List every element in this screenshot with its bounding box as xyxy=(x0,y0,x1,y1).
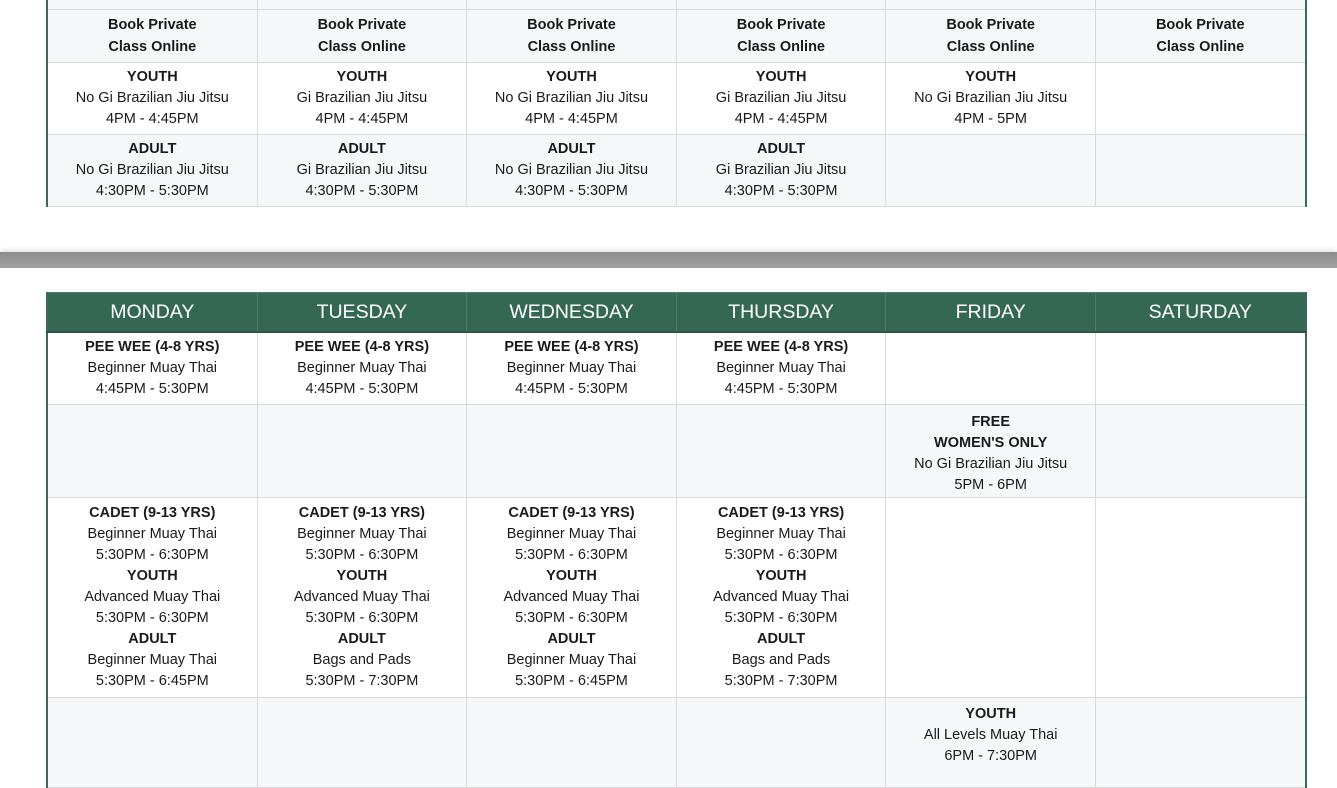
class-cell: CADET (9-13 YRS) Beginner Muay Thai 5:30PM - 6:30PM YOUTH Advanced Muay Thai 5:30PM - 6:30PM ADULT Bags and Pads 5:30PM - 7:30PM xyxy=(257,497,467,697)
empty-cell xyxy=(47,697,257,787)
book-private-link[interactable]: Book Private Class Online xyxy=(467,10,677,63)
class-cell: CADET (9-13 YRS) Beginner Muay Thai 5:30PM - 6:30PM YOUTH Advanced Muay Thai 5:30PM - 6:30PM ADULT Bags and Pads 5:30PM - 7:30PM xyxy=(676,497,886,697)
empty-cell xyxy=(1095,697,1305,787)
book-private-link[interactable]: Book Private Class Online xyxy=(1095,10,1305,63)
empty-cell xyxy=(1095,404,1305,497)
day-header-row xyxy=(47,293,1306,333)
empty-cell xyxy=(886,135,1096,207)
class-cell: PEE WEE (4-8 YRS) Beginner Muay Thai 4:45PM - 5:30PM xyxy=(47,332,257,404)
empty-cell xyxy=(1095,497,1305,697)
empty-cell xyxy=(467,404,677,497)
day-header-friday: FRIDAY xyxy=(886,293,1096,333)
table-row-evening xyxy=(47,497,1306,697)
class-cell: YOUTH No Gi Brazilian Jiu Jitsu 4PM - 4:45PM xyxy=(467,63,677,135)
empty-cell xyxy=(886,332,1096,404)
class-cell: CADET (9-13 YRS) Beginner Muay Thai 5:30PM - 6:30PM YOUTH Advanced Muay Thai 5:30PM - 6:30PM ADULT Beginner Muay Thai 5:30PM - 6:45PM xyxy=(47,497,257,697)
class-cell: ADULT Gi Brazilian Jiu Jitsu 4:30PM - 5:30PM xyxy=(257,135,467,207)
table-row-womens xyxy=(47,404,1306,497)
day-header-monday: MONDAY xyxy=(47,293,257,333)
class-cell: YOUTH Gi Brazilian Jiu Jitsu 4PM - 4:45PM xyxy=(676,63,886,135)
class-cell-womens-only: FREE WOMEN'S ONLY No Gi Brazilian Jiu Jitsu 5PM - 6PM xyxy=(886,404,1096,497)
class-cell: YOUTH No Gi Brazilian Jiu Jitsu 4PM - 5PM xyxy=(886,63,1096,135)
day-header-wednesday: WEDNESDAY xyxy=(467,293,677,333)
table-row-youth-friday xyxy=(47,697,1306,787)
class-cell: PEE WEE (4-8 YRS) Beginner Muay Thai 4:45PM - 5:30PM xyxy=(467,332,677,404)
empty-cell xyxy=(1095,332,1305,404)
book-private-link[interactable]: Book Private Class Online xyxy=(257,10,467,63)
class-cell: PEE WEE (4-8 YRS) Beginner Muay Thai 4:45PM - 5:30PM xyxy=(676,332,886,404)
section-divider xyxy=(0,252,1337,268)
table-row-peewee xyxy=(47,332,1306,404)
empty-cell xyxy=(257,697,467,787)
empty-cell xyxy=(676,697,886,787)
book-private-link[interactable]: Book Private Class Online xyxy=(676,10,886,63)
empty-cell xyxy=(47,404,257,497)
empty-cell xyxy=(886,497,1096,697)
class-cell: YOUTH All Levels Muay Thai 6PM - 7:30PM xyxy=(886,697,1096,787)
empty-cell xyxy=(1095,135,1305,207)
schedule-table-top xyxy=(46,0,1307,207)
class-cell: ADULT Gi Brazilian Jiu Jitsu 4:30PM - 5:30PM xyxy=(676,135,886,207)
day-header-saturday: SATURDAY xyxy=(1095,293,1305,333)
class-cell: CADET (9-13 YRS) Beginner Muay Thai 5:30PM - 6:30PM YOUTH Advanced Muay Thai 5:30PM - 6:30PM ADULT Beginner Muay Thai 5:30PM - 6:45PM xyxy=(467,497,677,697)
day-header-tuesday: TUESDAY xyxy=(257,293,467,333)
table-row-book-private xyxy=(47,10,1306,63)
empty-cell xyxy=(1095,63,1305,135)
book-private-link[interactable]: Book Private Class Online xyxy=(886,10,1096,63)
table-row-adult-bjj xyxy=(47,135,1306,207)
class-cell: ADULT No Gi Brazilian Jiu Jitsu 4:30PM - 5:30PM xyxy=(467,135,677,207)
empty-cell xyxy=(257,404,467,497)
book-private-link[interactable]: Book Private Class Online xyxy=(47,10,257,63)
table-row-youth-bjj xyxy=(47,63,1306,135)
class-cell: PEE WEE (4-8 YRS) Beginner Muay Thai 4:45PM - 5:30PM xyxy=(257,332,467,404)
day-header-thursday: THURSDAY xyxy=(676,293,886,333)
class-cell: ADULT No Gi Brazilian Jiu Jitsu 4:30PM - 5:30PM xyxy=(47,135,257,207)
schedule-table-muay-thai xyxy=(46,292,1307,788)
empty-cell xyxy=(467,697,677,787)
empty-cell xyxy=(676,404,886,497)
class-cell: YOUTH No Gi Brazilian Jiu Jitsu 4PM - 4:45PM xyxy=(47,63,257,135)
class-cell: YOUTH Gi Brazilian Jiu Jitsu 4PM - 4:45PM xyxy=(257,63,467,135)
table-row xyxy=(47,0,1306,10)
